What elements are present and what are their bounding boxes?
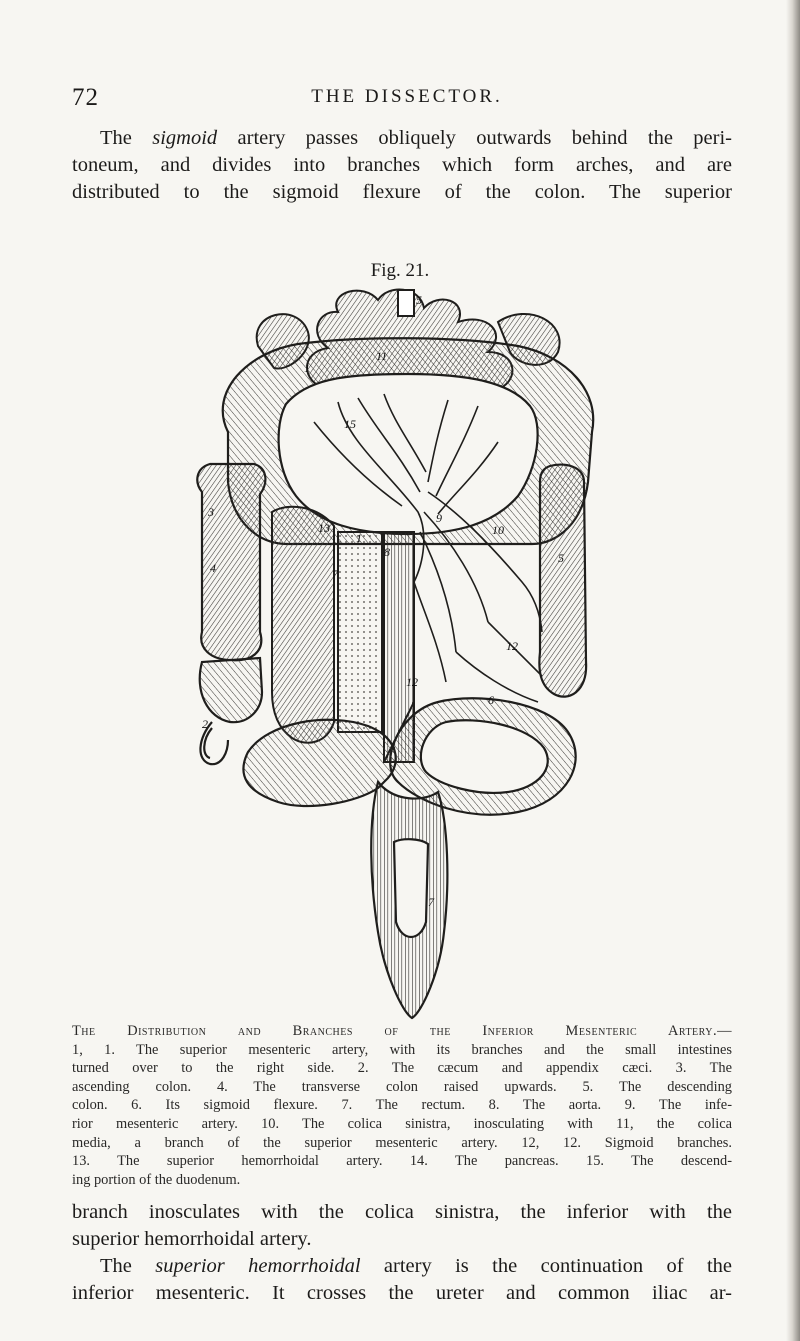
caption-line: colon. 6. Its sigmoid flexure. 7. The rectum. 8. The aorta. 9. The infe- — [72, 1097, 732, 1114]
caption-line: 1, 1. The superior mesenteric artery, with its branches and the small intestines — [72, 1041, 732, 1058]
caption-line: rior mesenteric artery. 10. The colica sinistra, inosculating with 11, the colica — [72, 1115, 732, 1132]
figure-number: 7 — [428, 895, 434, 909]
page-number: 72 — [72, 84, 99, 111]
paragraph-bottom — [72, 1199, 732, 1307]
figure-number: 12 — [506, 639, 518, 653]
text-line: distributed to the sigmoid flexure of the colon. The superior — [72, 181, 732, 203]
text-line: inferior mesenteric. It crosses the ureter and common iliac ar- — [72, 1282, 732, 1304]
figure-number: 13 — [318, 521, 330, 535]
text-run: The — [100, 1255, 156, 1277]
figure-number: 2 — [202, 717, 208, 731]
text-line — [72, 1253, 732, 1280]
caption-line — [72, 1022, 732, 1041]
figure-number: 7 — [332, 567, 338, 581]
caption-title: The Distribution and Branches of the Inferior Mesenteric Artery.— — [72, 1023, 732, 1039]
figure-number: 8 — [384, 545, 390, 559]
italic-term: sigmoid — [152, 127, 218, 149]
figure-number: 1 — [356, 531, 362, 545]
figure-number: 11 — [376, 349, 388, 363]
scan-page-edge — [786, 0, 800, 1341]
figure-label: Fig. 21. — [370, 260, 430, 281]
text-run: The — [100, 127, 153, 149]
caption-line: 13. The superior hemorrhoidal artery. 14. The pancreas. 15. The descend- — [72, 1153, 732, 1170]
text-run: artery passes obliquely outwards behind the peri- — [217, 127, 732, 149]
caption-line: ascending colon. 4. The transverse colon raised upwards. 5. The descending — [72, 1078, 732, 1095]
text-line: toneum, and divides into branches which form arches, and are — [72, 154, 732, 176]
figure-number: 10 — [492, 523, 504, 537]
caption-line: turned over to the right side. 2. The cæcum and appendix cæci. 3. The — [72, 1060, 732, 1077]
page-header — [72, 84, 732, 116]
caption-line: ing portion of the duodenum. — [72, 1171, 241, 1188]
figure-number: 9 — [436, 511, 442, 525]
figure-number: 15 — [344, 417, 356, 431]
figure-number: 5 — [558, 551, 564, 565]
figure-number: 6 — [488, 693, 494, 707]
figure-number: 4 — [210, 561, 216, 575]
anatomical-illustration — [188, 282, 624, 1022]
figure-number: 1 — [304, 361, 310, 375]
paragraph-top — [72, 125, 732, 206]
text-run: artery is the continuation of the — [360, 1255, 732, 1277]
text-line: branch inosculates with the colica sinistra, the inferior with the — [72, 1201, 732, 1223]
figure-number: 3 — [208, 505, 214, 519]
figure-number: 5 — [416, 293, 422, 307]
italic-term: superior hemorrhoidal — [155, 1255, 361, 1277]
text-line: superior hemorrhoidal artery. — [72, 1228, 312, 1250]
figure-caption — [72, 1022, 732, 1189]
text-line — [72, 125, 732, 152]
running-title: THE DISSECTOR. — [311, 86, 503, 107]
rectum — [371, 782, 447, 1018]
caption-line: media, a branch of the superior mesenteric artery. 12, 12. Sigmoid branches. — [72, 1134, 732, 1151]
figure-number: 12 — [406, 675, 418, 689]
